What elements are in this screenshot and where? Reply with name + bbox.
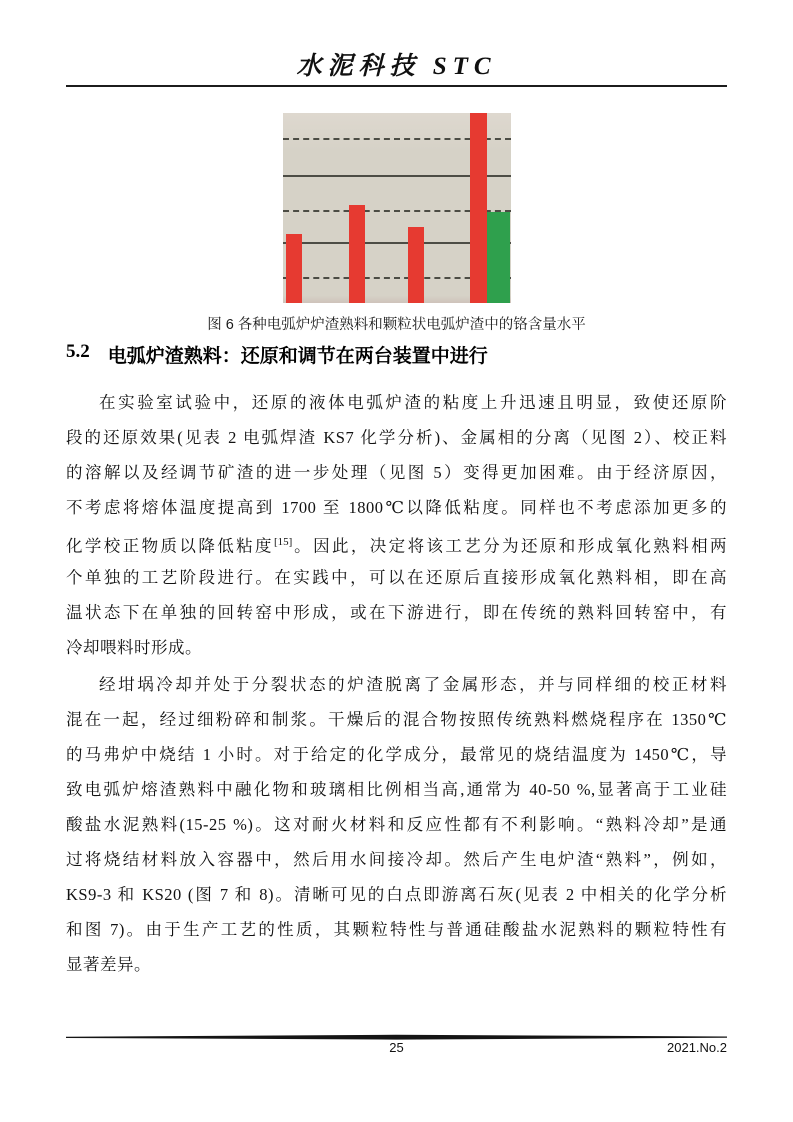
text-line: 温状态下在单独的回转窑中形成，或在下游进行，即在传统的熟料回转窑中，有 (66, 603, 727, 622)
chart-bar (349, 205, 365, 303)
chart-bar (408, 227, 424, 303)
section-title: 电弧炉渣熟料：还原和调节在两台装置中进行 (107, 346, 488, 367)
text-line: 过将烧结材料放入容器中，然后用水间接冷却。然后产生电炉渣“熟料”，例如， (66, 850, 727, 869)
section-heading (66, 341, 727, 368)
text-line: 经坩埚冷却并处于分裂状态的炉渣脱离了金属形态，并与同样细的校正材料 (99, 675, 727, 694)
chart-bar (286, 234, 302, 303)
text-line: 的马弗炉中烧结 1 小时。对于给定的化学成分，最常见的烧结温度为 1450℃，导 (66, 745, 727, 764)
text-segment: 化学校正物质以降低粘度 (66, 536, 274, 556)
chart-bar (487, 212, 510, 303)
text-line: 冷却喂料时形成。 (66, 638, 202, 657)
chart-bar (470, 113, 487, 303)
figure-caption: 图 6 各种电弧炉炉渣熟料和颗粒状电弧炉渣中的铬含量水平 (207, 317, 586, 333)
text-line: 不考虑将熔体温度提高到 1700 至 1800℃以降低粘度。同样也不考虑添加更多的 (66, 498, 727, 517)
text-line: 酸盐水泥熟料(15-25 %)。这对耐火材料和反应性都有不利影响。“熟料冷却”是通 (66, 815, 727, 834)
text-line: 在实验室试验中，还原的液体电弧炉渣的粘度上升迅速且明显，致使还原阶 (99, 393, 727, 412)
figure-chart (283, 113, 511, 303)
footer-divider (66, 1029, 727, 1037)
page-number: 25 (389, 1040, 404, 1055)
text-line: 段的还原效果(见表 2 电弧焊渣 KS7 化学分析)、金属相的分离（见图 2）、校正料 (66, 428, 727, 447)
text-line (66, 525, 727, 560)
issue-number: 2021.No.2 (667, 1040, 727, 1055)
paragraph-1 (66, 385, 727, 665)
citation-superscript: [15] (273, 536, 293, 548)
text-line: KS9-3 和 KS20 (图 7 和 8)。清晰可见的白点即游离石灰(见表 2 中相关的化学分析 (66, 885, 727, 904)
text-line: 显著差异。 (66, 955, 151, 974)
text-line: 致电弧炉熔渣熟料中融化物和玻璃相比例相当高,通常为 40-50 %,显著高于工业硅 (66, 780, 727, 799)
text-line: 个单独的工艺阶段进行。在实践中，可以在还原后直接形成氧化熟料相，即在高 (66, 568, 727, 587)
text-line: 混在一起，经过细粉碎和制浆。干燥后的混合物按照传统熟料燃烧程序在 1350℃ (66, 710, 727, 729)
paragraph-2 (66, 667, 727, 982)
text-line: 的溶解以及经调节矿渣的进一步处理（见图 5）变得更加困难。由于经济原因， (66, 463, 727, 482)
text-segment: 。因此，决定将该工艺分为还原和形成氧化熟料相两 (292, 536, 728, 556)
journal-title: 水泥科技 STC (296, 53, 497, 80)
header-rule (66, 85, 727, 87)
text-line: 和图 7)。由于生产工艺的性质，其颗粒特性与普通硅酸盐水泥熟料的颗粒特性有 (66, 920, 727, 939)
section-number: 5.2 (66, 341, 90, 362)
